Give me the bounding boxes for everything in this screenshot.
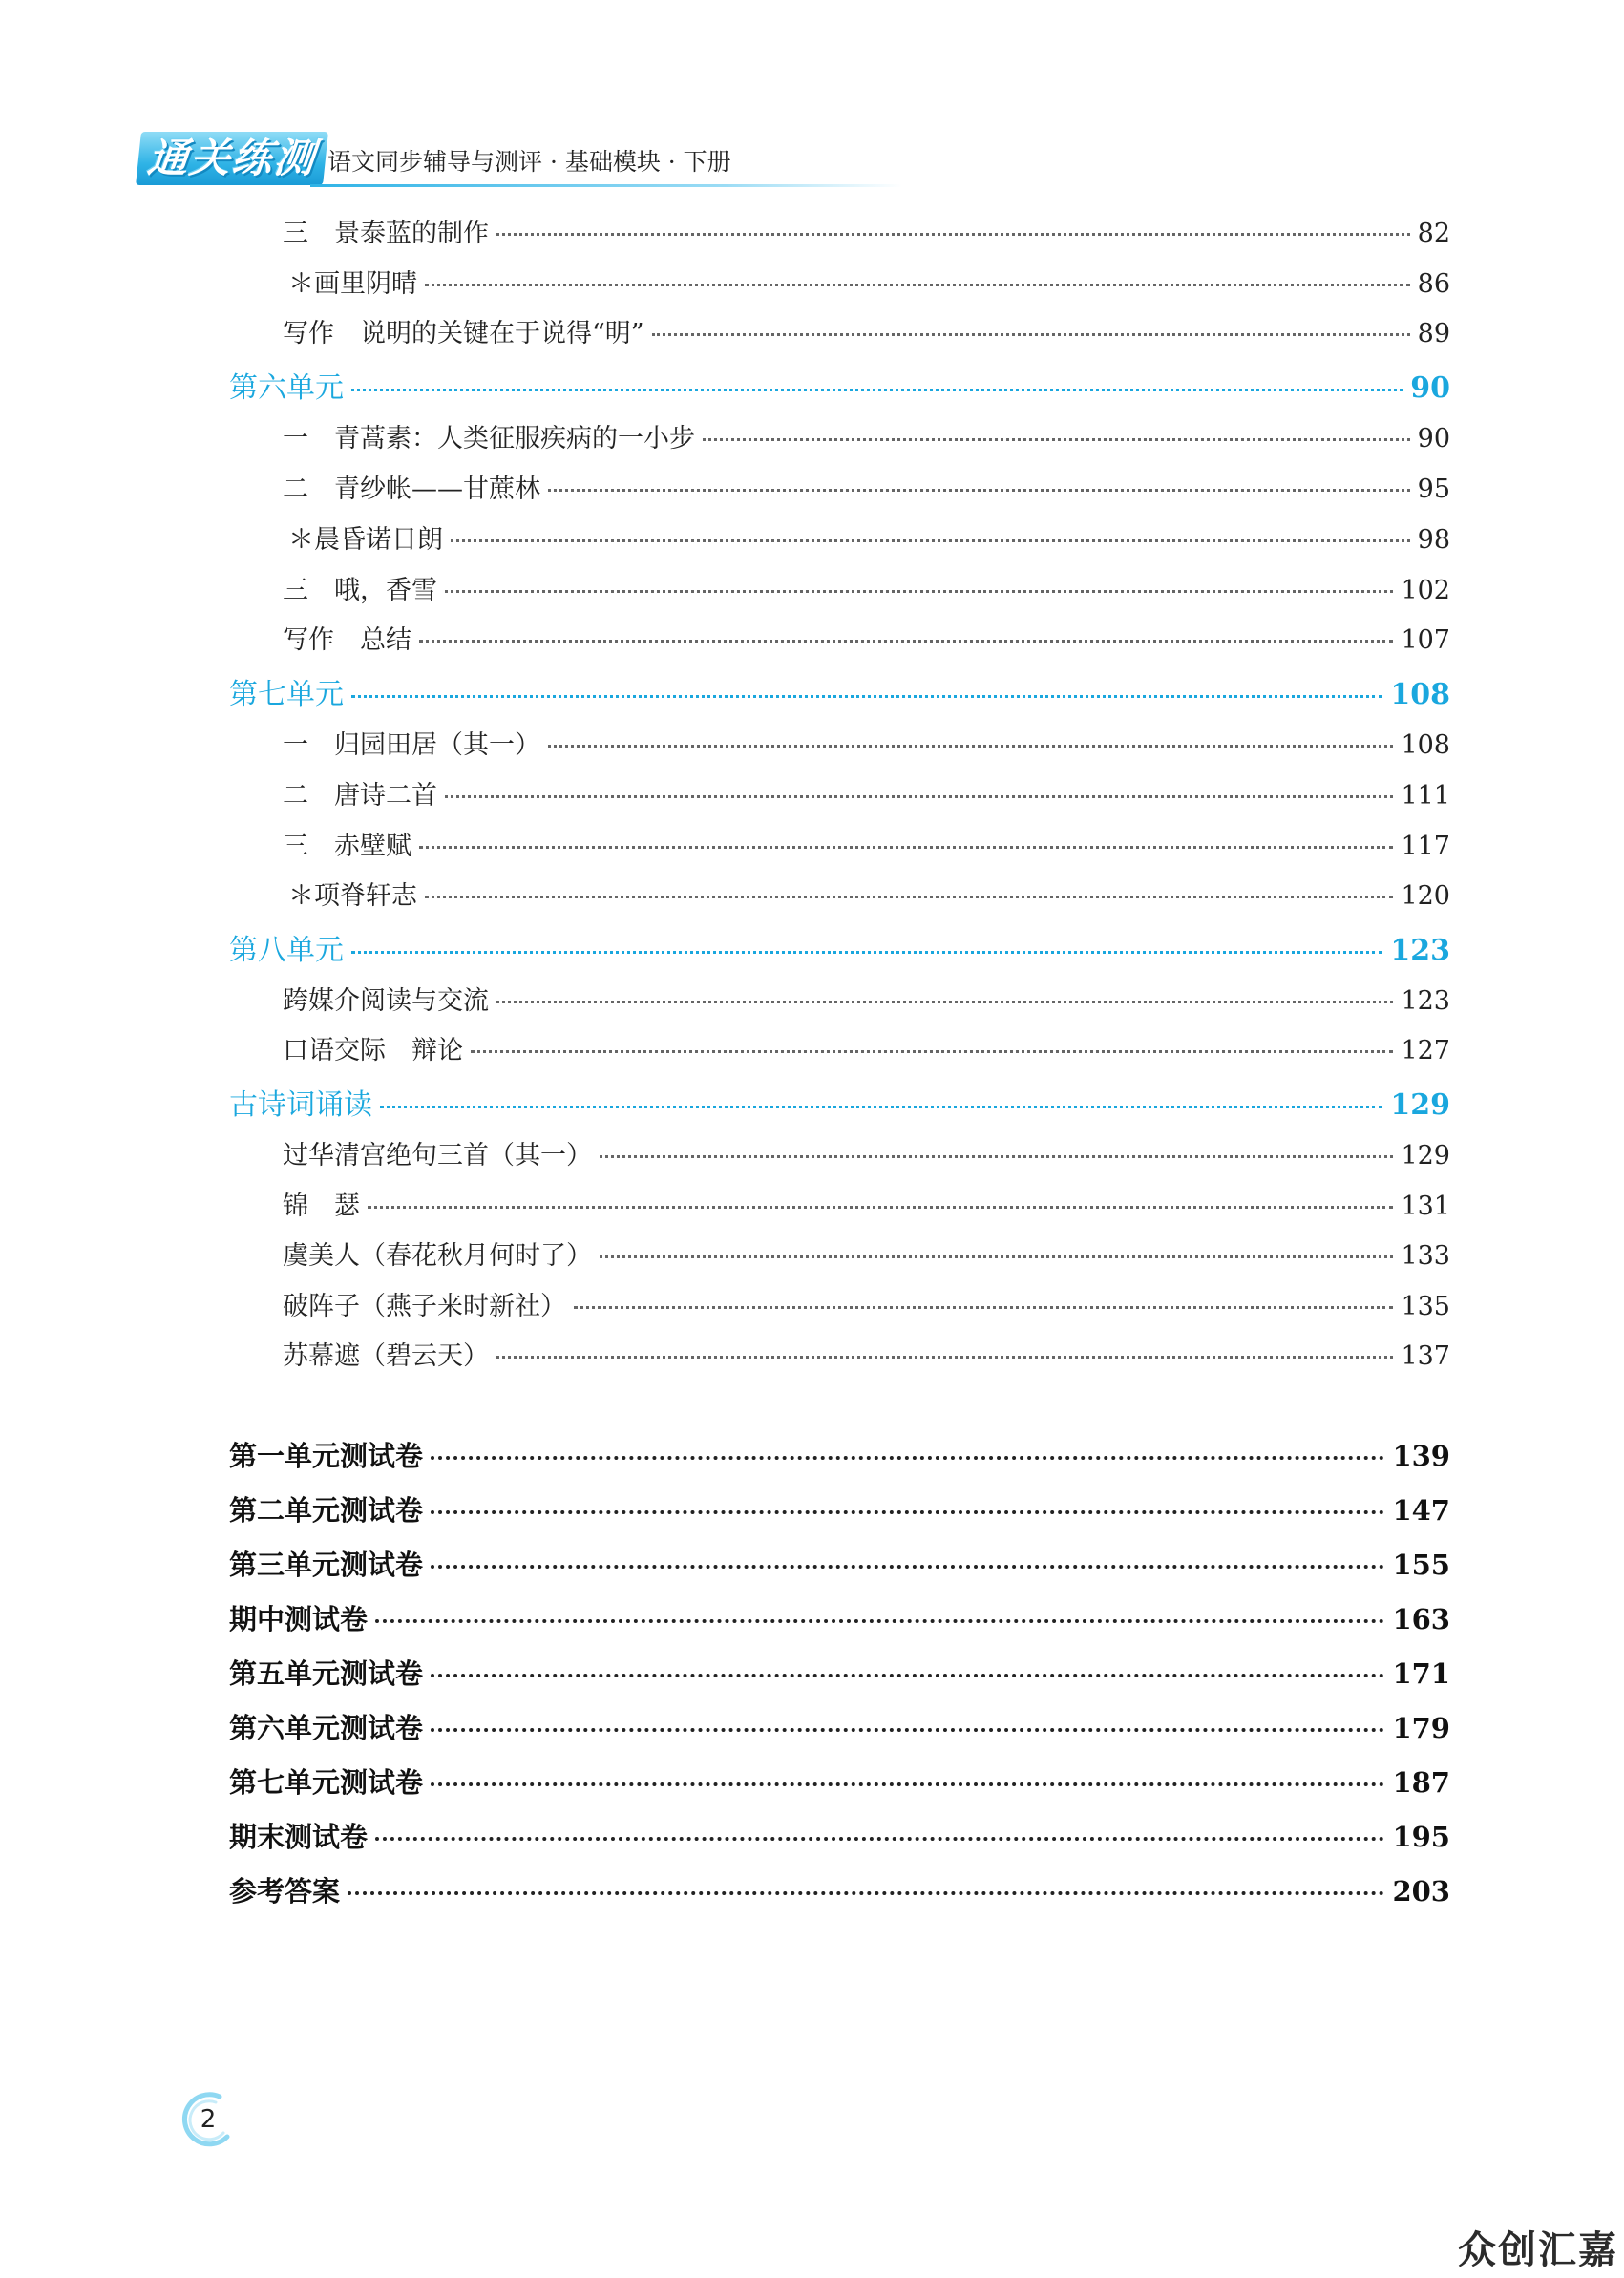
running-header [138, 132, 769, 189]
toc-entry[interactable]: 一 青蒿素：人类征服疾病的一小步 90 [283, 424, 1450, 453]
toc-test[interactable]: 第五单元测试卷 171 [229, 1657, 1450, 1690]
leader-dots [548, 489, 1410, 492]
toc-entry[interactable]: 三 景泰蓝的制作 82 [283, 219, 1450, 248]
toc-test[interactable]: 第六单元测试卷 179 [229, 1712, 1450, 1744]
leader-dots [548, 745, 1393, 748]
toc-test[interactable]: 第七单元测试卷 187 [229, 1766, 1450, 1799]
leader-dots [445, 795, 1393, 798]
leader-dots [419, 640, 1393, 643]
leader-dots [431, 1782, 1384, 1786]
toc-entry[interactable]: ＊晨昏诺日朗 98 [288, 525, 1450, 555]
leader-dots [351, 695, 1382, 698]
book-subtitle: 语文同步辅导与测评 · 基础模块 · 下册 [327, 148, 731, 176]
leader-dots [471, 1050, 1393, 1053]
page-number-badge [178, 2089, 239, 2150]
leader-dots [380, 1106, 1382, 1108]
leader-dots [348, 1891, 1384, 1895]
toc-section[interactable]: 第六单元 90 [229, 371, 1450, 405]
leader-dots [375, 1837, 1384, 1841]
toc-test[interactable]: 期末测试卷 195 [229, 1821, 1450, 1853]
toc-entry[interactable]: 跨媒介阅读与交流 123 [283, 986, 1450, 1016]
leader-dots [368, 1206, 1393, 1209]
leader-dots [652, 333, 1410, 336]
toc-test[interactable]: 第二单元测试卷 147 [229, 1494, 1450, 1527]
leader-dots [600, 1255, 1393, 1258]
toc-entry[interactable]: 虞美人（春花秋月何时了） 133 [283, 1241, 1450, 1271]
toc-test[interactable]: 期中测试卷 163 [229, 1603, 1450, 1635]
leader-dots [496, 1001, 1393, 1003]
toc-entry[interactable]: 写作 说明的关键在于说得“明” 89 [283, 319, 1450, 348]
leader-dots [431, 1674, 1384, 1677]
toc-entry[interactable]: 苏幕遮（碧云天） 137 [283, 1341, 1450, 1371]
leader-dots [419, 846, 1393, 849]
leader-dots [496, 233, 1410, 236]
toc-entry[interactable]: 口语交际 辩论 127 [283, 1036, 1450, 1065]
leader-dots [431, 1510, 1384, 1514]
toc-test[interactable]: 第一单元测试卷 139 [229, 1440, 1450, 1472]
leader-dots [445, 590, 1393, 593]
toc-entry[interactable]: 破阵子（燕子来时新社） 135 [283, 1292, 1450, 1321]
leader-dots [703, 438, 1410, 441]
toc-entry[interactable]: 锦 瑟 131 [283, 1192, 1450, 1221]
toc-section[interactable]: 古诗词诵读 129 [229, 1088, 1450, 1122]
leader-dots [425, 284, 1410, 286]
leader-dots [600, 1155, 1393, 1158]
toc-entry[interactable]: 一 归园田居（其一） 108 [283, 730, 1450, 760]
leader-dots [375, 1619, 1384, 1623]
toc-entry[interactable]: 三 赤壁赋 117 [283, 832, 1450, 861]
brand-logo: 通关练测 [136, 132, 328, 185]
toc-entry[interactable]: ＊画里阴晴 86 [288, 269, 1450, 299]
header-rule [310, 184, 902, 187]
leader-dots [574, 1306, 1393, 1309]
leader-dots [431, 1728, 1384, 1732]
leader-dots [351, 951, 1382, 954]
toc-entry[interactable]: 二 唐诗二首 111 [283, 781, 1450, 811]
page-number: 2 [200, 2105, 217, 2134]
toc-entry[interactable]: 写作 总结 107 [283, 625, 1450, 655]
leader-dots [431, 1565, 1384, 1569]
toc-test[interactable]: 第三单元测试卷 155 [229, 1549, 1450, 1581]
leader-dots [425, 896, 1393, 898]
toc-entry[interactable]: ＊项脊轩志 120 [288, 881, 1450, 911]
leader-dots [451, 539, 1410, 542]
leader-dots [431, 1456, 1384, 1460]
toc-section[interactable]: 第八单元 123 [229, 934, 1450, 967]
toc-entry[interactable]: 三 哦，香雪 102 [283, 576, 1450, 605]
toc-entry[interactable]: 二 青纱帐——甘蔗林 95 [283, 475, 1450, 504]
toc-entry[interactable]: 过华清宫绝句三首（其一） 129 [283, 1141, 1450, 1171]
toc-section[interactable]: 第七单元 108 [229, 678, 1450, 711]
leader-dots [351, 389, 1403, 391]
leader-dots [496, 1356, 1393, 1359]
watermark: 众创汇嘉 [1458, 2228, 1618, 2272]
toc-test[interactable]: 参考答案 203 [229, 1875, 1450, 1908]
